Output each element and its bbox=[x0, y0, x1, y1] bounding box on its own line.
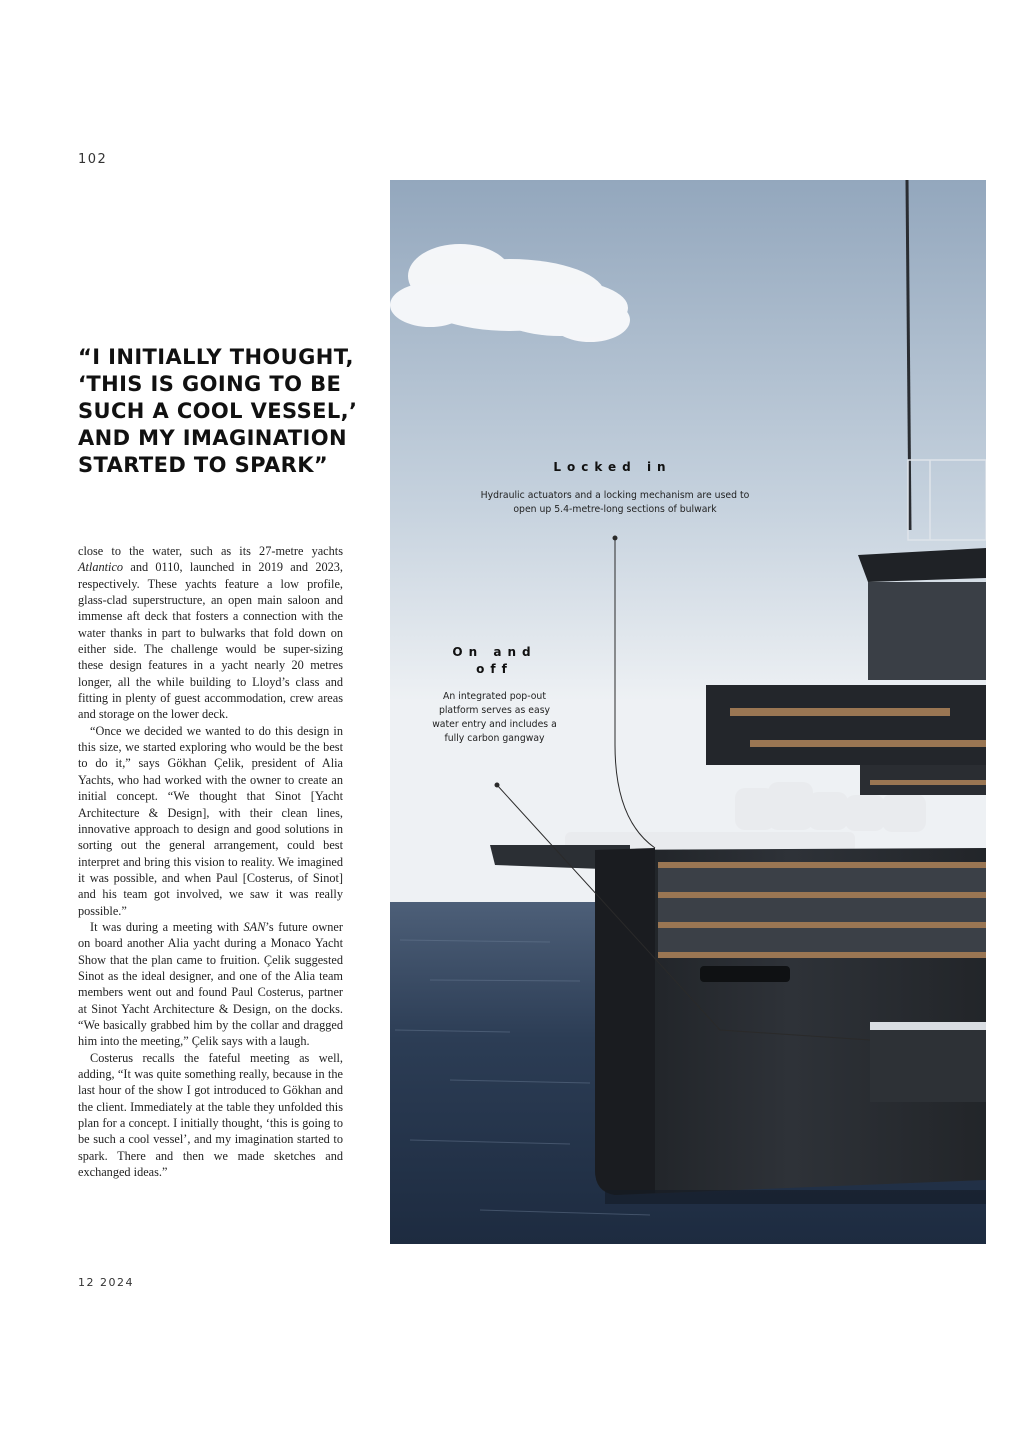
yacht-name-san: SAN bbox=[243, 919, 266, 934]
body-paragraph-4: Costerus recalls the fateful meeting as well, adding, “It was quite something really, because in the last hour of the show I got introduced to Gökhan and the client. Immediately at the table they unfolded this plan for a concept. I initially thought, ‘this is going to be such a cool vessel’, and my imagination started to spark. There and then we made sketches and exchanged ideas.” bbox=[78, 1050, 343, 1180]
swim-platform-edge bbox=[870, 1022, 986, 1030]
superstructure bbox=[706, 685, 986, 765]
hull-stern-edge bbox=[595, 848, 655, 1195]
article-body bbox=[78, 543, 343, 1180]
caption-on-and-off-text: An integrated pop-out platform serves as easy water entry and includes a fully carbon gangway bbox=[432, 691, 557, 744]
exhaust-vent bbox=[700, 966, 790, 982]
body-paragraph-3: It was during a meeting with SAN’s future owner on board another Alia yacht during a Monaco Yacht Show that the plan came to fruition. Çelik suggested Sinot as the ideal designer, and one of the Alia team members went out and found Paul Costerus, partner at Sinot Yacht Architecture & Design, on the docks. “We basically grabbed him by the collar and dragged him into the meeting,” Çelik says with a laugh. bbox=[78, 919, 343, 1049]
reflection bbox=[605, 1190, 986, 1204]
page-number: 102 bbox=[78, 152, 108, 167]
teak-step bbox=[730, 708, 950, 716]
caption-on-and-off-title: On and off bbox=[452, 645, 537, 676]
caption-locked-in-text: Hydraulic actuators and a locking mechanism are used to open up 5.4-metre-long sections of bulwark bbox=[480, 490, 750, 515]
caption-locked-in-title: Locked in bbox=[553, 460, 672, 474]
body-paragraph-1: close to the water, such as its 27-metre yachts Atlantico and 0110, launched in 2019 and 2023, respectively. These yachts feature a low profile, glass-clad superstructure, an open main saloon and immense aft deck that fosters a connection with the water thanks in part to bulwarks that fold down on either side. The challenge would be super-sizing these design features in a yacht nearly 20 metres longer, all the while building to Lloyd’s class and fitting in plenty of guest accommodation, crew areas and storage on the lower deck. bbox=[78, 544, 343, 722]
body-paragraph-2: “Once we decided we wanted to do this design in this size, we started exploring who would be the best to do it,” says Gökhan Çelik, president of Alia Yachts, who had worked with the owner to create an initial concept. “We thought that Sinot [Yacht Architecture & Design], with their clean lines, innovative approach to design and good solutions in sorting out the general arrangement, could best interpret and bring this vision to reality. We imagined it was possible, and when Paul [Costerus, of Sinot] and his team got involved, we saw it was really possible.” bbox=[78, 723, 343, 918]
issue-date: 12 2024 bbox=[78, 1276, 134, 1289]
teak-step bbox=[750, 740, 986, 747]
teak-step bbox=[870, 780, 986, 785]
step-faces bbox=[658, 868, 986, 952]
swim-platform bbox=[870, 1022, 986, 1102]
pull-quote: “I INITIALLY THOUGHT, ‘THIS IS GOING TO BE SUCH A COOL VESSEL,’ AND MY IMAGINATION STARTED TO SPARK” bbox=[78, 345, 358, 477]
yacht-name-atlantico: Atlantico bbox=[78, 560, 124, 575]
upper-deck-glass bbox=[868, 582, 986, 680]
